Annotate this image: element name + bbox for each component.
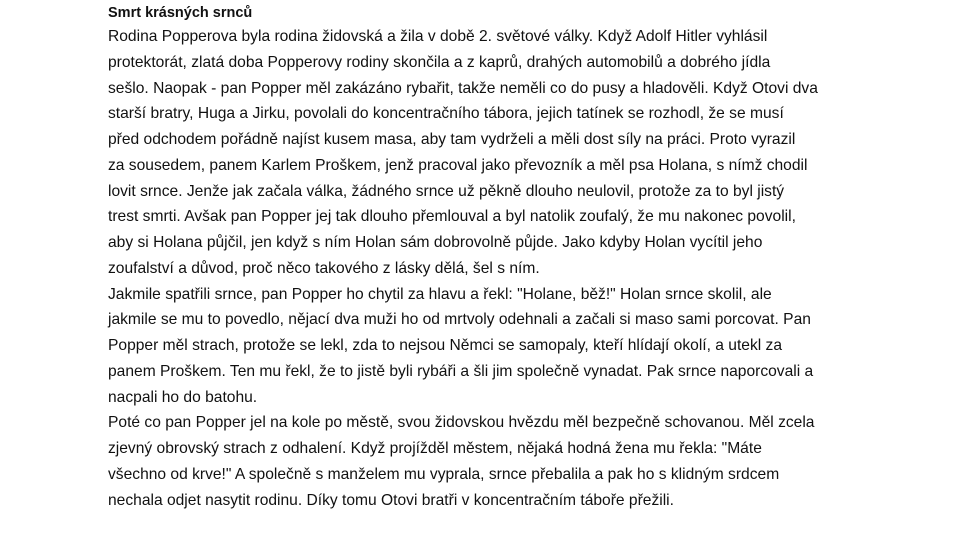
text-line: lovit srnce. Jenže jak začala válka, žádného srnce už pěkně dlouho neulovil, protože za to byl jistý [108, 182, 785, 200]
text-line: starší bratry, Huga a Jirku, povolali do koncentračního tábora, jejich tatínek se rozhodl, že se musí [108, 105, 784, 123]
text-line: zjevný obrovský strach z odhalení. Když projížděl městem, nějaká hodná žena mu řekla: "Máte [108, 440, 762, 457]
document-title: Smrt krásných srnců [108, 5, 253, 21]
text-line: nacpali ho do batohu. [108, 388, 258, 406]
text-line: jakmile se mu to povedlo, nějací dva muži ho od mrtvoly odehnali a začali si maso sami porcovat. Pan [108, 311, 811, 329]
text-line: Rodina Popperova byla rodina židovská a žila v době 2. světové války. Když Adolf Hitler vyhlásil [108, 28, 768, 45]
text-line: Popper měl strach, protože se lekl, zda to nejsou Němci se samopaly, kteří hlídají okolí, a utekl za [108, 337, 783, 354]
text-line: aby si Holana půjčil, jen když s ním Holan sám dobrovolně půjde. Jako kdyby Holan vycítil jeho [108, 234, 763, 251]
text-line: protektorát, zlatá doba Popperovy rodiny skončila a z kaprů, drahých automobilů a dobrého jídla [108, 53, 771, 71]
text-line: za sousedem, panem Karlem Proškem, jenž pracoval jako převozník a měl psa Holana, s nímž chodil [108, 156, 808, 174]
text-line: trest smrti. Avšak pan Popper jej tak dlouho přemlouval a byl natolik zoufalý, že mu nakonec povolil, [108, 208, 796, 226]
paragraph-1 [108, 24, 888, 282]
text-line: Poté co pan Popper jel na kole po městě, svou židovskou hvězdu měl bezpečně schovanou. Měl zcela [108, 414, 815, 432]
document-page [108, 3, 888, 513]
text-line: sešlo. Naopak - pan Popper měl zakázáno rybařit, takže neměli co do pusy a hladověli. Když Otovi dva [108, 79, 818, 97]
text-line: zoufalství a důvod, proč něco takového z lásky dělá, šel s ním. [108, 259, 540, 277]
paragraph-3 [108, 410, 888, 513]
paragraph-2 [108, 282, 888, 411]
text-line: panem Proškem. Ten mu řekl, že to jistě byli rybáři a šli jim společně vynadat. Pak srnce naporcovali a [108, 362, 814, 380]
text-line: všechno od krve!" A společně s manželem mu vyprala, srnce přebalila a pak ho s klidným srdcem [108, 465, 780, 483]
text-line: před odchodem pořádně najíst kusem masa, aby tam vydrželi a měli dost síly na práci. Proto vyrazil [108, 131, 796, 148]
text-line: Jakmile spatřili srnce, pan Popper ho chytil za hlavu a řekl: "Holane, běž!" Holan srnce skolil, ale [108, 285, 772, 303]
text-line: nechala odjet nasytit rodinu. Díky tomu Otovi bratři v koncentračním táboře přežili. [108, 491, 674, 509]
